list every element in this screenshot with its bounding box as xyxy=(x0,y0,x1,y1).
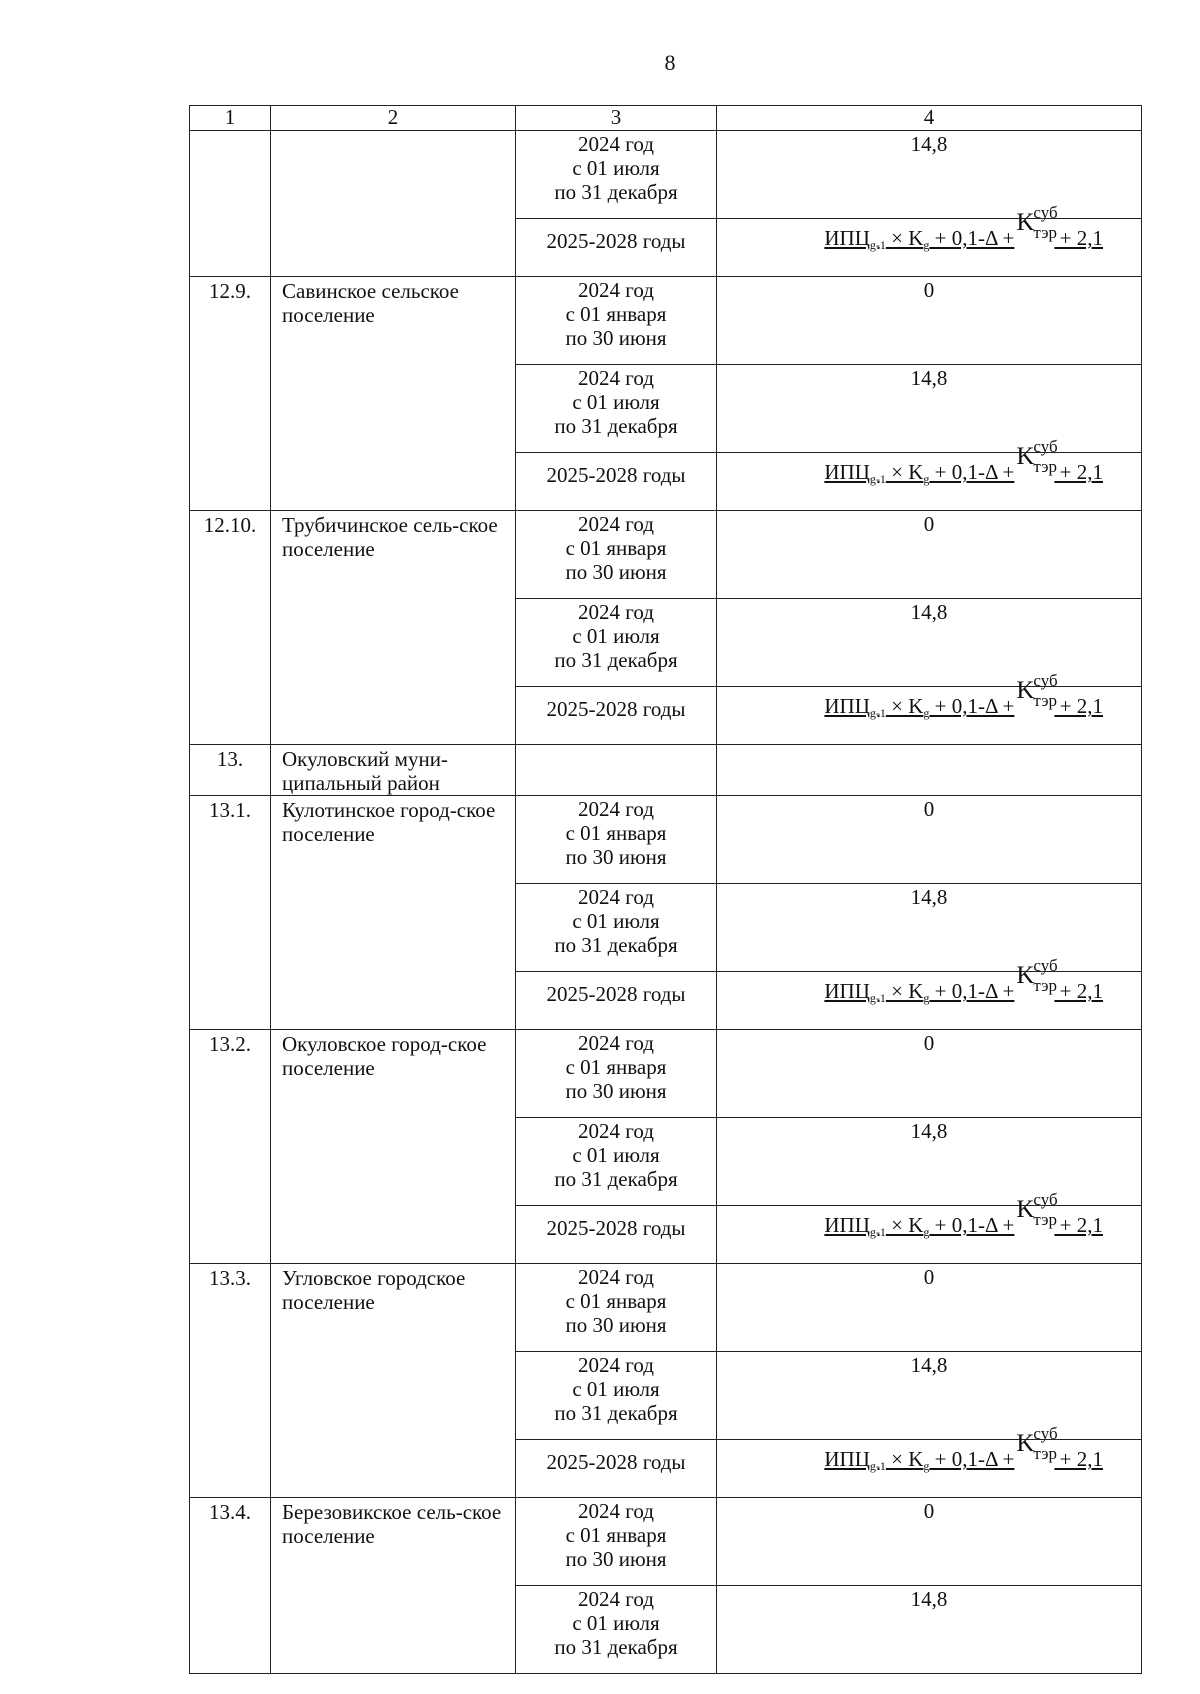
formula-k: K xyxy=(1016,443,1035,470)
table-row xyxy=(190,1498,1142,1586)
period-line: 2025-2028 годы xyxy=(546,1216,686,1240)
period-line: 2024 год xyxy=(578,1265,654,1289)
formula-k-sub: тэр xyxy=(1033,457,1058,476)
table-row xyxy=(190,277,1142,365)
entry-number: 13. xyxy=(190,745,271,796)
value-cell xyxy=(717,745,1142,796)
period-line: 2024 год xyxy=(578,797,654,821)
period-line: по 30 июня xyxy=(565,845,667,869)
formula-k-sub: тэр xyxy=(1033,1210,1058,1229)
period-cell xyxy=(516,796,717,884)
formula-k: K xyxy=(1016,962,1035,989)
table-row xyxy=(190,131,1142,219)
formula-ipc: ИПЦ xyxy=(824,1447,870,1471)
period-cell xyxy=(516,1264,717,1352)
formula-tail: + 2,1 xyxy=(1054,979,1103,1003)
formula-k-sub: тэр xyxy=(1033,1444,1058,1463)
table-row xyxy=(190,1264,1142,1352)
period-cell xyxy=(516,1030,717,1118)
period-line: 2024 год xyxy=(578,1587,654,1611)
period-cell xyxy=(516,277,717,365)
formula-middle: + 0,1-Δ + xyxy=(929,1447,1015,1471)
value-cell: 0 xyxy=(717,796,1142,884)
period-line: с 01 июля xyxy=(572,390,660,414)
period-line: 2024 год xyxy=(578,132,654,156)
formula-times-k: × K xyxy=(885,694,924,718)
formula-k-sup: суб xyxy=(1033,437,1058,456)
period-cell xyxy=(516,131,717,219)
table-row xyxy=(190,796,1142,884)
period-line: по 30 июня xyxy=(565,560,667,584)
period-cell xyxy=(516,745,717,796)
value-cell: 0 xyxy=(717,277,1142,365)
period-line: 2024 год xyxy=(578,1119,654,1143)
entry-name: Трубичинское сель-ское поселение xyxy=(271,511,516,745)
period-line: по 30 июня xyxy=(565,1079,667,1103)
period-line: с 01 июля xyxy=(572,1143,660,1167)
formula-ipc: ИПЦ xyxy=(824,460,870,484)
formula-cell xyxy=(717,956,1142,1030)
formula-base xyxy=(824,460,1014,484)
formula-cell xyxy=(717,671,1142,745)
entry-number: 13.2. xyxy=(190,1030,271,1264)
period-line: с 01 января xyxy=(565,1523,667,1547)
period-line: с 01 января xyxy=(565,821,667,845)
value-cell: 14,8 xyxy=(717,1586,1142,1674)
table-row xyxy=(190,511,1142,599)
value-cell: 0 xyxy=(717,1264,1142,1352)
formula-sub-g1: g-1 xyxy=(869,472,886,486)
formula-k-ter xyxy=(1014,437,1058,479)
value-cell: 14,8 xyxy=(717,131,1142,219)
period-cell xyxy=(516,972,717,1030)
formula-k-sup: суб xyxy=(1033,203,1058,222)
formula-cell xyxy=(717,1424,1142,1498)
formula-base xyxy=(824,1447,1014,1471)
formula-k: K xyxy=(1016,1430,1035,1457)
formula-sub-g: g xyxy=(923,1225,930,1239)
formula-ipc: ИПЦ xyxy=(824,694,870,718)
formula-k-sub: тэр xyxy=(1033,691,1058,710)
formula-base xyxy=(824,979,1014,1003)
formula-k-sup: суб xyxy=(1033,671,1058,690)
formula-times-k: × K xyxy=(885,460,924,484)
period-line: 2024 год xyxy=(578,1031,654,1055)
formula-base xyxy=(824,1213,1014,1237)
period-line: 2024 год xyxy=(578,1353,654,1377)
entry-name: Окуловский муни-ципальный район xyxy=(271,745,516,796)
formula-sub-g: g xyxy=(923,706,930,720)
formula-tail: + 2,1 xyxy=(1054,1213,1103,1237)
period-line: по 30 июня xyxy=(565,326,667,350)
period-cell xyxy=(516,599,717,687)
formula-cell xyxy=(717,1190,1142,1264)
value-cell: 14,8 xyxy=(717,884,1142,972)
header-col-1: 1 xyxy=(190,106,271,131)
period-line: по 31 декабря xyxy=(554,414,678,438)
formula-k-ter xyxy=(1014,671,1058,713)
formula-sub-g: g xyxy=(923,238,930,252)
entry-name: Березовикское сель-ское поселение xyxy=(271,1498,516,1674)
period-line: с 01 января xyxy=(565,1055,667,1079)
period-line: с 01 июля xyxy=(572,156,660,180)
formula-k: K xyxy=(1016,209,1035,236)
period-cell xyxy=(516,1440,717,1498)
period-cell xyxy=(516,453,717,511)
formula-ipc: ИПЦ xyxy=(824,226,870,250)
header-col-4: 4 xyxy=(717,106,1142,131)
value-cell: 0 xyxy=(717,1030,1142,1118)
entry-number: 13.3. xyxy=(190,1264,271,1498)
value-cell: 0 xyxy=(717,511,1142,599)
entry-number-cont xyxy=(190,131,271,277)
formula-sub-g1: g-1 xyxy=(869,991,886,1005)
entry-name: Окуловское город-ское поселение xyxy=(271,1030,516,1264)
period-line: по 31 декабря xyxy=(554,1167,678,1191)
period-cell xyxy=(516,1206,717,1264)
formula-k-ter xyxy=(1014,956,1058,998)
formula-cell xyxy=(717,203,1142,277)
entry-name: Кулотинское город-ское поселение xyxy=(271,796,516,1030)
value-cell: 14,8 xyxy=(717,1118,1142,1206)
period-line: по 31 декабря xyxy=(554,648,678,672)
formula-sub-g: g xyxy=(923,991,930,1005)
table-row xyxy=(190,1030,1142,1118)
value-cell: 14,8 xyxy=(717,599,1142,687)
period-cell xyxy=(516,1352,717,1440)
formula-tail: + 2,1 xyxy=(1054,226,1103,250)
formula-k-sup: суб xyxy=(1033,956,1058,975)
period-line: с 01 июля xyxy=(572,1377,660,1401)
period-line: по 31 декабря xyxy=(554,1635,678,1659)
period-line: с 01 января xyxy=(565,1289,667,1313)
entry-number: 13.1. xyxy=(190,796,271,1030)
period-line: 2024 год xyxy=(578,366,654,390)
formula-k-ter xyxy=(1014,1424,1058,1466)
formula-tail: + 2,1 xyxy=(1054,694,1103,718)
formula-times-k: × K xyxy=(885,226,924,250)
period-line: 2025-2028 годы xyxy=(546,697,686,721)
period-line: по 30 июня xyxy=(565,1313,667,1337)
formula-sub-g1: g-1 xyxy=(869,1225,886,1239)
formula-times-k: × K xyxy=(885,979,924,1003)
period-line: по 31 декабря xyxy=(554,1401,678,1425)
value-cell: 14,8 xyxy=(717,365,1142,453)
formula-middle: + 0,1-Δ + xyxy=(929,979,1015,1003)
entry-number: 12.9. xyxy=(190,277,271,511)
period-line: 2024 год xyxy=(578,600,654,624)
period-line: 2024 год xyxy=(578,885,654,909)
period-line: 2025-2028 годы xyxy=(546,1450,686,1474)
formula-times-k: × K xyxy=(885,1213,924,1237)
period-line: по 30 июня xyxy=(565,1547,667,1571)
formula-middle: + 0,1-Δ + xyxy=(929,460,1015,484)
formula-k: K xyxy=(1016,677,1035,704)
entry-name: Савинское сельское поселение xyxy=(271,277,516,511)
formula-middle: + 0,1-Δ + xyxy=(929,694,1015,718)
period-cell xyxy=(516,365,717,453)
formula-sub-g: g xyxy=(923,472,930,486)
period-line: 2025-2028 годы xyxy=(546,463,686,487)
formula-k-sub: тэр xyxy=(1033,976,1058,995)
period-cell xyxy=(516,1498,717,1586)
page-number: 8 xyxy=(664,50,676,75)
entry-name-cont xyxy=(271,131,516,277)
period-cell xyxy=(516,884,717,972)
period-cell xyxy=(516,1586,717,1674)
formula-base xyxy=(824,226,1014,250)
period-line: с 01 июля xyxy=(572,1611,660,1635)
period-cell xyxy=(516,1118,717,1206)
formula-sub-g1: g-1 xyxy=(869,1459,886,1473)
formula-times-k: × K xyxy=(885,1447,924,1471)
period-line: с 01 июля xyxy=(572,909,660,933)
period-line: по 31 декабря xyxy=(554,180,678,204)
period-line: с 01 января xyxy=(565,302,667,326)
formula-k-ter xyxy=(1014,203,1058,245)
header-col-3: 3 xyxy=(516,106,717,131)
period-line: с 01 января xyxy=(565,536,667,560)
value-cell: 14,8 xyxy=(717,1352,1142,1440)
formula-tail: + 2,1 xyxy=(1054,1447,1103,1471)
period-line: 2024 год xyxy=(578,1499,654,1523)
formula-base xyxy=(824,694,1014,718)
period-line: 2024 год xyxy=(578,278,654,302)
formula-k-sub: тэр xyxy=(1033,223,1058,242)
table-header-row xyxy=(190,106,1142,131)
formula-sub-g1: g-1 xyxy=(869,706,886,720)
formula-cell xyxy=(717,437,1142,511)
period-line: 2024 год xyxy=(578,512,654,536)
formula-middle: + 0,1-Δ + xyxy=(929,226,1015,250)
tariff-table xyxy=(189,105,1142,1674)
formula-k-sup: суб xyxy=(1033,1190,1058,1209)
period-cell xyxy=(516,687,717,745)
formula-k-ter xyxy=(1014,1190,1058,1232)
entry-number: 12.10. xyxy=(190,511,271,745)
formula-ipc: ИПЦ xyxy=(824,1213,870,1237)
period-cell xyxy=(516,219,717,277)
value-cell: 0 xyxy=(717,1498,1142,1586)
formula-sub-g: g xyxy=(923,1459,930,1473)
entry-number: 13.4. xyxy=(190,1498,271,1674)
period-line: по 31 декабря xyxy=(554,933,678,957)
period-line: 2025-2028 годы xyxy=(546,982,686,1006)
formula-middle: + 0,1-Δ + xyxy=(929,1213,1015,1237)
formula-k: K xyxy=(1016,1196,1035,1223)
formula-k-sup: суб xyxy=(1033,1424,1058,1443)
period-line: 2025-2028 годы xyxy=(546,229,686,253)
formula-ipc: ИПЦ xyxy=(824,979,870,1003)
entry-name: Угловское городское поселение xyxy=(271,1264,516,1498)
table-row xyxy=(190,745,1142,796)
period-cell xyxy=(516,511,717,599)
header-col-2: 2 xyxy=(271,106,516,131)
formula-sub-g1: g-1 xyxy=(869,238,886,252)
formula-tail: + 2,1 xyxy=(1054,460,1103,484)
period-line: с 01 июля xyxy=(572,624,660,648)
